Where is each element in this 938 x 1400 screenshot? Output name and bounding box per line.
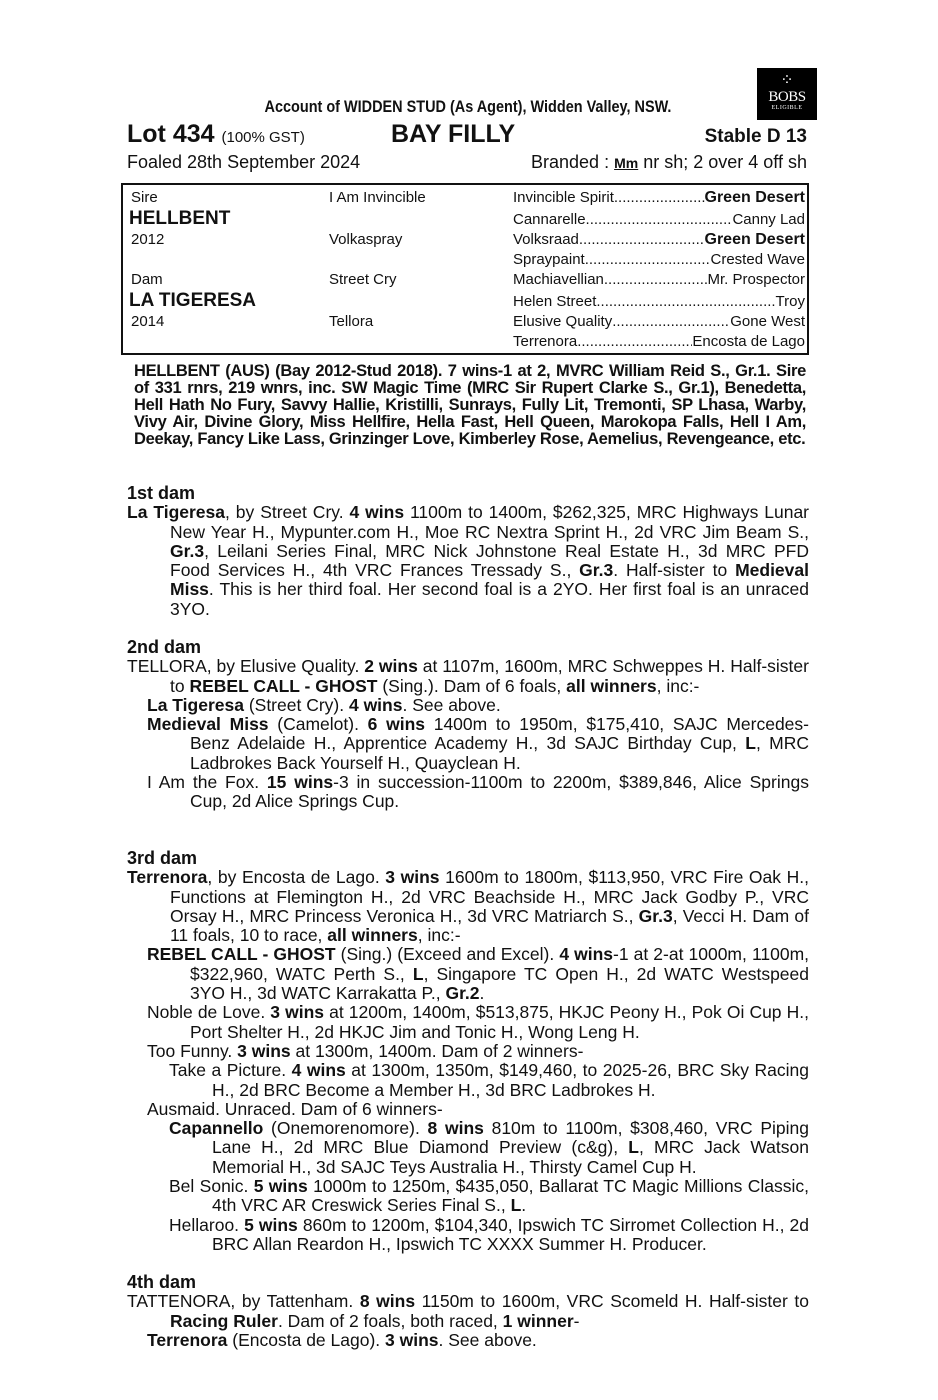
great-grandparent-row [513,293,805,310]
leader-dots [604,271,708,288]
dam-sire: Street Cry [329,271,397,288]
leader-dots [586,211,733,228]
ggp-sire: Green Desert [704,189,805,206]
sire-year: 2012 [131,231,165,248]
first-dam-section [127,484,809,619]
sire-label: Sire [131,189,158,206]
logo-subtext: ELIGIBLE [771,105,803,111]
ggp-sire: Encosta de Lago [692,333,805,350]
brand-detail: nr sh; 2 over 4 off sh [643,152,807,172]
pedigree-entry: Hellaroo. 5 wins 860m to 1200m, $104,340, Ipswich TC Sirromet Collection H., 2d BRC Allan Reardon H., Ipswich TC XXXX Summer H. Producer. [169,1214,810,1254]
ggp-sire: Green Desert [704,231,805,248]
pedigree-entry: Terrenora (Encosta de Lago). 3 wins. See above. [147,1329,537,1350]
ggp-name: Machiavellian [513,271,604,288]
foaled-date: Foaled 28th September 2024 [127,152,361,172]
pedigree-entry: Noble de Love. 3 wins at 1200m, 1400m, $513,875, HKJC Peony H., Pok Oi Cup H., Port Shelter H., 2d HKJC Jim and Tonic H., Wong Leng H. [147,1002,809,1042]
bobs-eligible-logo [757,68,817,120]
great-grandparent-row [513,271,805,288]
great-grandparent-row [513,333,805,350]
pedigree-entry: Bel Sonic. 5 wins 1000m to 1250m, $435,050, Ballarat TC Magic Millions Classic, 4th VRC AR Creswick Series Final S., L. [169,1176,810,1216]
brand-mark-icon: Mm [614,155,639,171]
pedigree-entry: Too Funny. 3 wins at 1300m, 1400m. Dam of 2 winners- [147,1040,584,1061]
ggp-sire: Mr. Prospector [707,271,805,288]
gst-note: (100% GST) [221,129,305,146]
brand-info [531,152,807,173]
pedigree-entry: REBEL CALL - GHOST (Sing.) (Exceed and Excel). 4 wins-1 at 2-at 1000m, 1100m, $322,960, WATC Perth S., L, Singapore TC Open H., 2d WATC Westspeed 3YO H., 3d WATC Karrakatta P., Gr.2. [147,944,810,1004]
dam-year: 2014 [131,313,165,330]
vendor-account: Account of WIDDEN STUD (As Agent), Widden Valley, NSW. [264,97,672,116]
leader-dots [579,231,705,249]
great-grandparent-row [513,211,805,228]
ggp-sire: Crested Wave [710,251,805,268]
leader-dots [614,189,705,207]
stable-location: Stable D 13 [704,126,807,147]
dam-dam: Tellora [329,313,374,330]
sire-summary: HELLBENT (AUS) (Bay 2012-Stud 2018). 7 wins-1 at 2, MVRC William Reid S., Gr.1. Sire of 331 rnrs, 219 wnrs, inc. SW Magic Time (MRC Sir Rupert Clarke S., Gr.1), Benedetta, Hell Hath No Fury, Savvy Hallie, Kristilli, Sunrays, Fully Lit, Tremonti, SP Lhasa, Warby, Vivy Air, Divine Glory, Miss Hellfire, Hella Fast, Hell Queen, Marokopa Falls, Hell I Am, Deekay, Fancy Like Lass, Grinzinger Love, Kimberley Rose, Aemelius, Revengeance, etc. [134,362,806,448]
ggp-sire: Canny Lad [732,211,805,228]
pedigree-entry: TELLORA, by Elusive Quality. 2 wins at 1107m, 1600m, MRC Schweppes H. Half-sister to REBEL CALL - GHOST (Sing.). Dam of 6 foals, all winners, inc:- [127,656,809,696]
pedigree-entry: TATTENORA, by Tattenham. 8 wins 1150m to 1600m, VRC Scomeld H. Half-sister to Racing Ruler. Dam of 2 foals, both raced, 1 winner- [127,1291,809,1331]
section-title: 3rd dam [127,848,198,868]
pedigree-entry: Ausmaid. Unraced. Dam of 6 winners- [147,1098,443,1119]
ggp-sire: Gone West [730,313,805,330]
leader-dots [585,251,711,268]
fourth-dam-section [127,1273,809,1350]
pedigree-entry: I Am the Fox. 15 wins-3 in succession-1100m to 2200m, $389,846, Alice Springs Cup, 2d Alice Springs Cup. [147,772,809,812]
pedigree-entry: Take a Picture. 4 wins at 1300m, 1350m, $149,460, to 2025-26, BRC Sky Racing H., 2d BRC Become a Member H., 3d BRC Ladbrokes H. [169,1060,809,1100]
great-grandparent-row [513,313,805,330]
pedigree-entry: La Tigeresa, by Street Cry. 4 wins 1100m to 1400m, $262,325, MRC Highways Lunar New Year H., Mypunter.com H., Moe RC Nextra Sprint H., 2d VRC Jim Beam S., Gr.3, Leilani Series Final, MRC Nick Johnstone Real Estate H., 3d MRC PFD Food Services H., 4th VRC Frances Tressady S., Gr.3. Half-sister to Medieval Miss. This is her third foal. Her second foal is a 2YO. Her first foal is an unraced 3YO. [127,502,810,619]
dam-name: LA TIGERESA [129,290,257,311]
great-grandparent-row [513,231,805,249]
pedigree-entry: Terrenora, by Encosta de Lago. 3 wins 1600m to 1800m, $113,950, VRC Fire Oak H., Functions at Flemington H., 2d VRC Beachside H., MRC Jack Godby P., VRC Orsay H., MRC Princess Veronica H., 3d VRC Matriarch S., Gr.3, Vecci H. Dam of 11 foals, 10 to race, all winners, inc:- [127,867,809,946]
ggp-sire: Troy [775,293,805,310]
horse-head-icon: ⁘ [780,72,794,89]
third-dam-section [127,849,809,1254]
leader-dots [596,293,775,310]
branded-label: Branded : [531,152,610,172]
section-title: 2nd dam [127,637,202,657]
ggp-name: Spraypaint [513,251,585,268]
dam-label: Dam [131,271,163,288]
pedigree-entry: Medieval Miss (Camelot). 6 wins 1400m to 1950m, $175,410, SAJC Mercedes-Benz Adelaide H., Apprentice Academy H., 3d SAJC Birthday Cup, L, MRC Ladbrokes Back Yourself H., Quayclean H. [147,714,810,773]
great-grandparent-row [513,189,805,207]
logo-text: BOBS [768,89,806,105]
horse-sex-color: BAY FILLY [391,120,516,148]
lot-label: Lot 434 [127,120,215,148]
ggp-name: Terrenora [513,333,578,350]
pedigree-entry: Capannello (Onemorenomore). 8 wins 810m to 1100m, $308,460, VRC Piping Lane H., 2d MRC Blue Diamond Preview (c&g), L, MRC Jack Watson Memorial H., 3d SAJC Teys Australia H., Thirsty Camel Cup H. [169,1118,810,1177]
section-title: 1st dam [127,483,196,503]
lot-line [127,120,809,150]
grandsire: I Am Invincible [329,189,426,206]
great-grandparent-row [513,251,805,268]
section-title: 4th dam [127,1272,197,1292]
ggp-name: Invincible Spirit [513,189,614,206]
ggp-name: Helen Street [513,293,597,310]
ggp-name: Cannarelle [513,211,586,228]
leader-dots [612,313,730,330]
ggp-name: Volksraad [513,231,579,248]
leader-dots [577,333,692,350]
lot-number [127,120,305,149]
pedigree-entry: La Tigeresa (Street Cry). 4 wins. See above. [147,694,501,715]
second-dam-section [127,638,809,812]
ggp-name: Elusive Quality [513,313,613,330]
granddam: Volkaspray [329,231,403,248]
pedigree-table [121,183,809,355]
sire-name: HELLBENT [129,208,231,229]
